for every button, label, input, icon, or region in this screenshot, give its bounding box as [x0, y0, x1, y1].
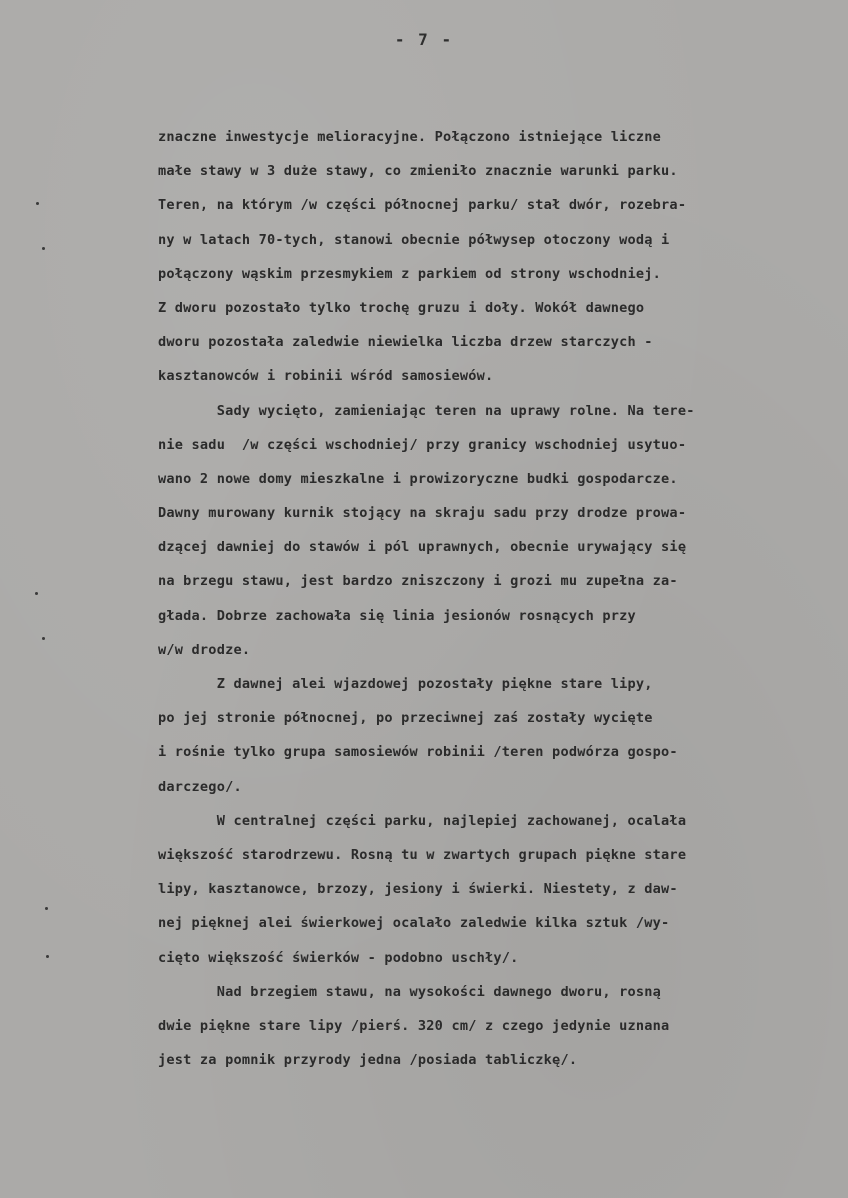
text-line: dworu pozostała zaledwie niewielka liczba drzew starczych - — [158, 334, 653, 351]
margin-speck — [42, 637, 45, 640]
text-line: znaczne inwestycje melioracyjne. Połączono istniejące liczne — [158, 129, 662, 145]
text-line: nej pięknej alei świerkowej ocalało zaledwie kilka sztuk /wy- — [158, 915, 670, 932]
body-text — [158, 120, 828, 1077]
text-line: dwie piękne stare lipy /pierś. 320 cm/ z czego jedynie uznana — [158, 1017, 670, 1034]
margin-speck — [45, 907, 48, 910]
text-line: nie sadu /w części wschodniej/ przy granicy wschodniej usytuo- — [158, 436, 687, 453]
margin-speck — [46, 955, 49, 958]
text-line: Teren, na którym /w części północnej parku/ stał dwór, rozebra- — [158, 197, 687, 214]
text-line: większość starodrzewu. Rosną tu w zwartych grupach piękne stare — [158, 846, 687, 863]
margin-speck — [42, 247, 45, 250]
text-line: darczego/. — [158, 778, 242, 795]
text-line: połączony wąskim przesmykiem z parkiem od strony wschodniej. — [158, 265, 662, 282]
text-line: W centralnej części parku, najlepiej zachowanej, ocalała — [158, 812, 687, 829]
text-line: dzącej dawniej do stawów i pól uprawnych, obecnie urywający się — [158, 539, 687, 556]
text-line: i rośnie tylko grupa samosiewów robinii /teren podwórza gospo- — [158, 744, 678, 761]
text-line: ny w latach 70-tych, stanowi obecnie półwysep otoczony wodą i — [158, 231, 670, 248]
text-line: Z dworu pozostało tylko trochę gruzu i doły. Wokół dawnego — [158, 299, 645, 316]
text-line: po jej stronie północnej, po przeciwnej zaś zostały wycięte — [158, 710, 653, 727]
text-line: lipy, kasztanowce, brzozy, jesiony i świerki. Niestety, z daw- — [158, 881, 678, 898]
margin-speck — [36, 202, 39, 205]
text-line: Nad brzegiem stawu, na wysokości dawnego dworu, rosną — [158, 983, 662, 1000]
text-line: cięto większość świerków - podobno uschły/. — [158, 949, 519, 966]
page-number: - 7 - — [394, 30, 454, 49]
text-line: małe stawy w 3 duże stawy, co zmieniło znacznie warunki parku. — [158, 163, 678, 180]
text-line: Dawny murowany kurnik stojący na skraju sadu przy drodze prowa- — [158, 505, 687, 522]
text-line: jest za pomnik przyrody jedna /posiada tabliczkę/. — [158, 1052, 578, 1069]
text-line: kasztanowców i robinii wśród samosiewów. — [158, 368, 494, 385]
margin-speck — [35, 592, 38, 595]
text-line: głada. Dobrze zachowała się linia jesionów rosnących przy — [158, 607, 636, 624]
text-line: Sady wycięto, zamieniając teren na uprawy rolne. Na tere- — [158, 402, 695, 419]
text-line: w/w drodze. — [158, 641, 251, 658]
text-line: Z dawnej alei wjazdowej pozostały piękne stare lipy, — [158, 676, 653, 692]
text-line: wano 2 nowe domy mieszkalne i prowizoryczne budki gospodarcze. — [158, 470, 678, 487]
text-line: na brzegu stawu, jest bardzo zniszczony i grozi mu zupełna za- — [158, 573, 678, 590]
